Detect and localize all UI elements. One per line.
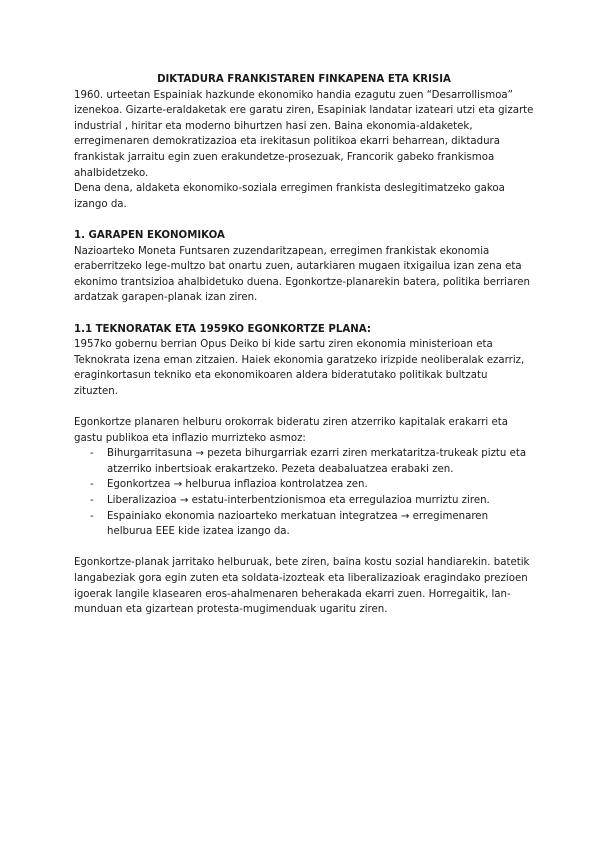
section-1-1-paragraph-1: 1957ko gobernu berrian Opus Deiko bi kide sartu ziren ekonomia ministerioan eta Teknokrata izena eman zitzaien. Haiek ekonomia garatzeko irizpide neoliberalak ezarriz, eraginkortasun tekniko eta ekonomikoaren aldera bideratutako politikak bultzatu zituzten. — [74, 339, 525, 397]
intro-paragraph-2: Dena dena, aldaketa ekonomiko-soziala erregimen frankista deslegitimatzeko gakoa izango da. — [74, 183, 505, 210]
list-item: - Espainiako ekonomia nazioarteko merkatuan integratzea → erregimenaren helburua EEE kide izatea izango da. — [74, 509, 534, 540]
section-1-paragraph: Nazioarteko Moneta Funtsaren zuzendaritzapean, erregimen frankistak ekonomia eraberritzeko lege-multzo bat onartu zuen, autarkiaren mugaen itxigailua izan zena eta ekonimo trantsizioa ahalbidetuko duena. Egonkortze-planarekin batera, politika berriaren ardatzak garapen-planak izan ziren. — [74, 245, 530, 304]
intro-paragraph-1: 1960. urteetan Espainiak hazkunde ekonomiko handia ezagutu zuen “Desarrollismoa” izenekoa. Gizarte-eraldaketak ere garatu ziren, Esapiniak landatar izateari utzi eta gizarte industrial , hiritar eta moderno bihurtzen hasi zen. Baina ekonomia-aldaketek, erregimenaren demokratizazioa eta irekitasun politikoa ekarri beharrean, diktadura frankistak jarraitu egin zuen erakundetze-prosezuak, Francorik gabeko frankismoa ahalbidetzeko. — [74, 89, 534, 179]
list-item: - Egonkortzea → helburua inflazioa kontrolatzea zen. — [74, 477, 534, 493]
spacer — [74, 540, 534, 556]
spacer — [74, 212, 534, 228]
section-1-1-paragraph-3: Egonkortze-planak jarritako helburuak, bete ziren, baina kostu sozial handiarekin. batetik langabeziak gora egin zuten eta soldata-izozteak eta liberalizazioak eragindako prezioen igoerak langile klasearen eros-ahalmenaren beherakada ekarri zuen. Horregaitik, lan-munduan eta gizartean protesta-mugimenduak ugaritu ziren. — [74, 557, 530, 616]
document-title: DIKTADURA FRANKISTAREN FINKAPENA ETA KRISIA — [157, 74, 451, 85]
section-1-1-heading: 1.1 TEKNORATAK ETA 1959KO EGONKORTZE PLANA: — [74, 323, 371, 335]
list-item: - Bihurgarritasuna → pezeta bihurgarriak ezarri ziren merkataritza-trukeak piztu eta atzerriko inbertsioak erakartzeko. Pezeta deabaluatzea erabaki zen. — [74, 446, 534, 477]
list-item: - Liberalizazioa → estatu-interbentzionismoa eta erregulazioa murriztu ziren. — [74, 493, 534, 509]
spacer — [74, 306, 534, 322]
spacer — [74, 399, 534, 415]
section-1-1-paragraph-2: Egonkortze planaren helburu orokorrak bideratu ziren atzerriko kapitalak erakarri eta gastu publikoa eta inflazio murrizteko asmoz: — [74, 417, 508, 444]
section-1-heading: 1. GARAPEN EKONOMIKOA — [74, 229, 225, 241]
document-page — [74, 72, 534, 618]
objectives-list — [74, 446, 534, 540]
